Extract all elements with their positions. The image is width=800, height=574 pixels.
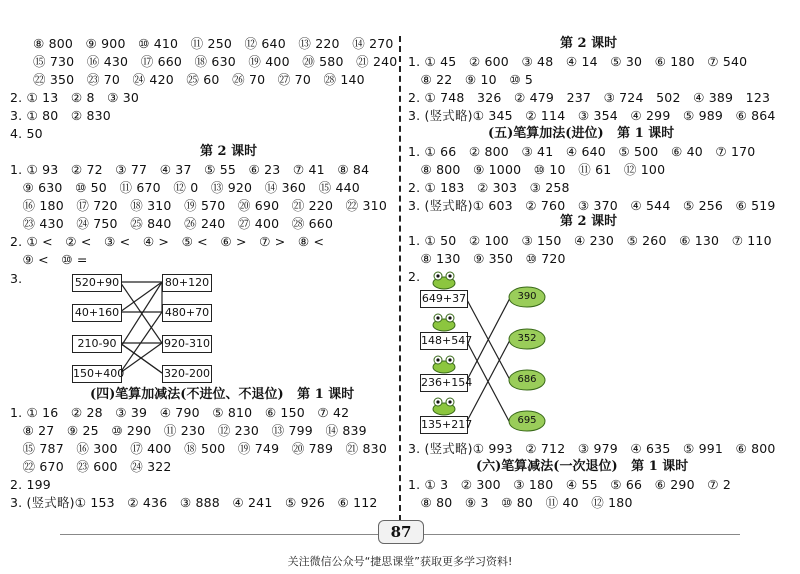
right-answer-line: 2. ① 183 ② 303 ③ 258 [408, 180, 570, 195]
page-number: 87 [378, 520, 424, 544]
left-answer-line: ⑧ 27 ⑨ 25 ⑩ 290 ⑪ 230 ⑫ 230 ⑬ 799 ⑭ 839 [10, 423, 367, 438]
question-label: 2. [408, 269, 421, 284]
frog-icon [430, 270, 458, 290]
right-answer-line: 3. (竖式略)① 345 ② 114 ③ 354 ④ 299 ⑤ 989 ⑥ 864 [408, 108, 776, 123]
right-answer-line: 1. ① 45 ② 600 ③ 48 ④ 14 ⑤ 30 ⑥ 180 ⑦ 540 [408, 54, 748, 69]
question-label: 3. [10, 271, 23, 286]
match-expression-left: 520+90 [72, 274, 122, 292]
left-answer-line: 1. ① 16 ② 28 ③ 39 ④ 790 ⑤ 810 ⑥ 150 ⑦ 42 [10, 405, 350, 420]
right-answer-line: ⑧ 130 ⑨ 350 ⑩ 720 [408, 251, 566, 266]
lotus-leaf [508, 410, 546, 432]
match-expression-right: 920-310 [162, 335, 212, 353]
leaf-value: 695 [517, 415, 537, 426]
lotus-leaf [508, 369, 546, 391]
left-answer-line: 4. 50 [10, 126, 43, 141]
left-answer-line: ㉒ 350 ㉓ 70 ㉔ 420 ㉕ 60 ㉖ 70 ㉗ 70 ㉘ 140 [33, 72, 365, 87]
page-rule-right [424, 534, 740, 535]
left-answer-line: ⑯ 180 ⑰ 720 ⑱ 310 ⑲ 570 ⑳ 690 ㉑ 220 ㉒ 310 [10, 198, 387, 213]
right-answer-line: ⑧ 80 ⑨ 3 ⑩ 80 ⑪ 40 ⑫ 180 [408, 495, 633, 510]
left-answer-line: ⑮ 787 ⑯ 300 ⑰ 400 ⑱ 500 ⑲ 749 ⑳ 789 ㉑ 830 [10, 441, 387, 456]
section-heading: 第 2 课时 [200, 144, 258, 159]
frog-expression-box: 649+37 [420, 290, 468, 308]
left-answer-line: 2. ① < ② < ③ < ④ > ⑤ < ⑥ > ⑦ > ⑧ < [10, 234, 325, 249]
leaf-value: 352 [517, 333, 537, 344]
frog-icon [430, 396, 458, 416]
page-rule-left [60, 534, 378, 535]
leaf-value: 390 [517, 291, 537, 302]
match-expression-right: 80+120 [162, 274, 212, 292]
section-heading: (五)笔算加法(进位) 第 1 课时 [488, 126, 675, 141]
lotus-leaf [508, 328, 546, 350]
match-expression-left: 150+400 [72, 365, 122, 383]
footer-note: 关注微信公众号“捷思课堂”获取更多学习资料! [287, 555, 513, 568]
match-expression-left: 210-90 [72, 335, 122, 353]
left-answer-line: 3. (竖式略)① 153 ② 436 ③ 888 ④ 241 ⑤ 926 ⑥ 112 [10, 495, 378, 510]
match-expression-right: 320-200 [162, 365, 212, 383]
frog-icon [430, 312, 458, 332]
right-answer-line: 3. (竖式略)① 603 ② 760 ③ 370 ④ 544 ⑤ 256 ⑥ 519 [408, 198, 776, 213]
section-heading: 第 2 课时 [560, 214, 618, 229]
lotus-leaf [508, 286, 546, 308]
section-heading: (四)笔算加减法(不进位、不退位) 第 1 课时 [90, 387, 355, 402]
right-answer-line: 1. ① 50 ② 100 ③ 150 ④ 230 ⑤ 260 ⑥ 130 ⑦ 110 [408, 233, 772, 248]
frog-expression-box: 135+217 [420, 416, 468, 434]
left-answer-line: 1. ① 93 ② 72 ③ 77 ④ 37 ⑤ 55 ⑥ 23 ⑦ 41 ⑧ 84 [10, 162, 370, 177]
left-answer-line: ⑧ 800 ⑨ 900 ⑩ 410 ⑪ 250 ⑫ 640 ⑬ 220 ⑭ 270 [33, 36, 394, 51]
right-answer-line: 3. (竖式略)① 993 ② 712 ③ 979 ④ 635 ⑤ 991 ⑥ 800 [408, 441, 776, 456]
left-answer-line: 2. ① 13 ② 8 ③ 30 [10, 90, 140, 105]
right-answer-line: ⑧ 800 ⑨ 1000 ⑩ 10 ⑪ 61 ⑫ 100 [408, 162, 666, 177]
frog-icon [430, 354, 458, 374]
right-answer-line: 1. ① 66 ② 800 ③ 41 ④ 640 ⑤ 500 ⑥ 40 ⑦ 170 [408, 144, 756, 159]
left-answer-line: 2. 199 [10, 477, 51, 492]
left-answer-line: ⑮ 730 ⑯ 430 ⑰ 660 ⑱ 630 ⑲ 400 ⑳ 580 ㉑ 240 [33, 54, 398, 69]
left-answer-line: ㉓ 430 ㉔ 750 ㉕ 840 ㉖ 240 ㉗ 400 ㉘ 660 [10, 216, 334, 231]
right-answer-line: 1. ① 3 ② 300 ③ 180 ④ 55 ⑤ 66 ⑥ 290 ⑦ 2 [408, 477, 731, 492]
left-answer-line: 3. ① 80 ② 830 [10, 108, 111, 123]
section-heading: 第 2 课时 [560, 36, 618, 51]
right-answer-line: 2. ① 748 326 ② 479 237 ③ 724 502 ④ 389 123 [408, 90, 771, 105]
left-answer-line: ⑨ < ⑩ = [10, 252, 88, 267]
leaf-value: 686 [517, 374, 537, 385]
section-heading: (六)笔算减法(一次退位) 第 1 课时 [476, 459, 689, 474]
frog-expression-box: 148+547 [420, 332, 468, 350]
frog-expression-box: 236+154 [420, 374, 468, 392]
left-answer-line: ㉒ 670 ㉓ 600 ㉔ 322 [10, 459, 172, 474]
match-expression-right: 480+70 [162, 304, 212, 322]
left-answer-line: ⑨ 630 ⑩ 50 ⑪ 670 ⑫ 0 ⑬ 920 ⑭ 360 ⑮ 440 [10, 180, 360, 195]
right-answer-line: ⑧ 22 ⑨ 10 ⑩ 5 [408, 72, 534, 87]
match-expression-left: 40+160 [72, 304, 122, 322]
